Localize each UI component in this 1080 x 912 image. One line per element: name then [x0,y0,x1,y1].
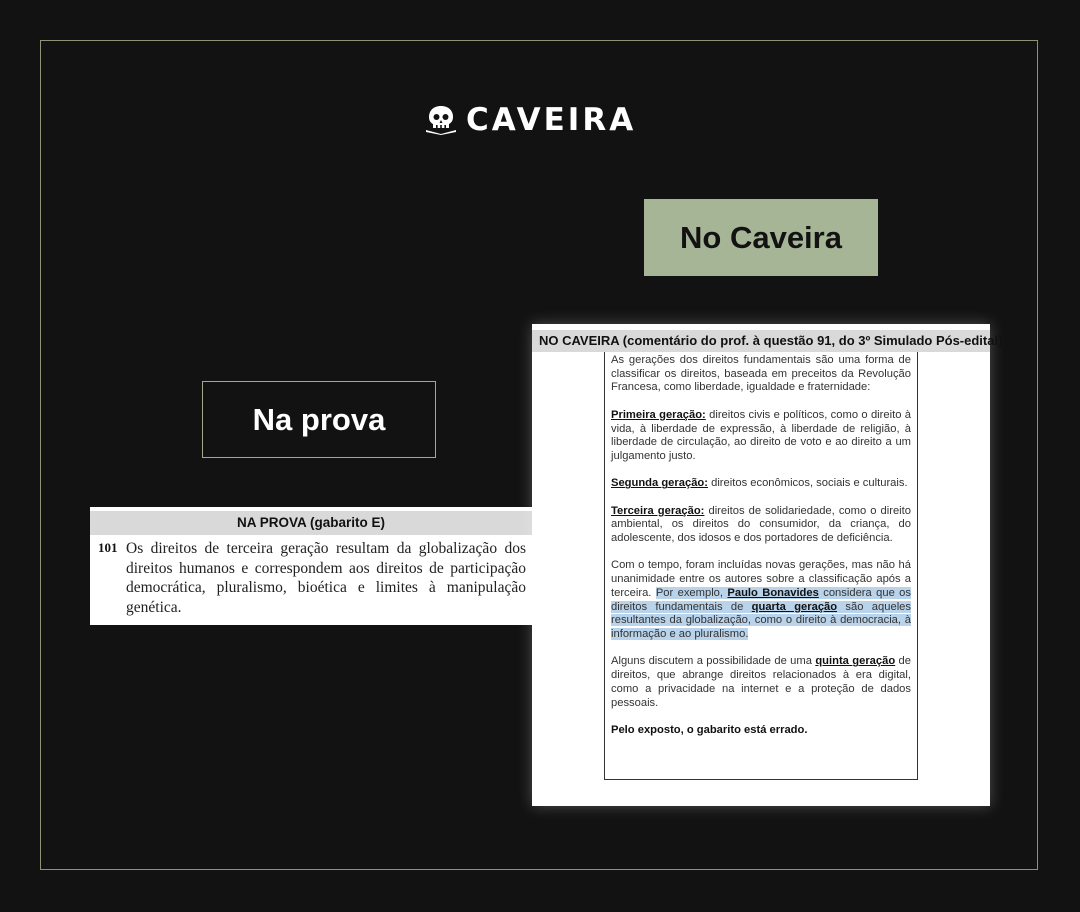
comment-body [611,354,911,751]
third-gen-label: Terceira geração: [611,504,705,517]
first-gen-label: Primeira geração: [611,408,706,421]
comment-paragraph-fifth-gen [611,655,911,710]
fifth-gen-label: quinta geração [815,655,896,668]
caveira-comment-card [532,324,1003,806]
comment-paragraph-first-gen [611,409,911,464]
comment-paragraph-third-gen [611,505,911,546]
question-text: Os direitos de terceira geração resultam da globalização dos direitos humanos e correspondem aos direitos de participação democrática, pluralismo, bioética e limites à manipulação genética. [126,540,526,616]
comment-conclusion: Pelo exposto, o gabarito está errado. [611,723,808,736]
brand-logo [424,102,636,138]
second-gen-text: direitos econômicos, sociais e culturais. [707,477,908,490]
comment-paragraph-intro: As gerações dos direitos fundamentais são uma forma de classificar os direitos, baseada em preceitos da Revolução Francesa, como liberdade, igualdade e fraternidade: [611,354,911,394]
question-number: 101 [98,540,118,555]
comment-paragraph-fourth-gen [611,559,911,641]
exam-question-card [90,507,532,625]
highlight-fourth-gen-text: são aqueles resultantes da globalização, como o direito à democracia, à informação e ao pluralismo. [611,600,911,640]
no-caveira-tag: No Caveira [644,199,878,276]
exam-question-header: NA PROVA (gabarito E) [90,511,532,535]
caveira-comment-header: NO CAVEIRA (comentário do prof. à questão 91, do 3º Simulado Pós-edital) [532,330,990,352]
highlight-considera: considera que os direitos fundamentais de [611,586,911,613]
skull-icon [424,105,458,135]
highlight-fourth-gen: quarta geração [751,600,838,613]
brand-name: CAVEIRA [466,102,637,138]
highlight-author: Paulo Bonavides [727,586,819,599]
fifth-gen-intro: Alguns discutem a possibilidade de uma [611,655,816,668]
second-gen-label: Segunda geração: [611,477,708,490]
first-gen-text: direitos civis e políticos, como o direito à vida, à liberdade de expressão, à liberdade de religião, à liberdade de circulação, ao direito de voto e ao direito a um julgamento justo. [611,408,911,462]
na-prova-tag: Na prova [202,381,436,458]
highlight-example: Por exemplo, [655,586,728,599]
fifth-gen-text: de direitos, que abrange direitos relacionados à era digital, como a privacidade na internet e a proteção de dados pessoais. [611,655,911,709]
fourth-gen-intro: Com o tempo, foram incluídas novas gerações, mas não há unanimidade entre os autores sobre a classificação após a terceira. [611,559,911,599]
comment-paragraph-second-gen [611,477,911,491]
third-gen-text: direitos de solidariedade, como o direito ambiental, os direitos do consumidor, da criança, do adolescente, dos idosos e dos portadores de deficiência. [611,504,911,545]
